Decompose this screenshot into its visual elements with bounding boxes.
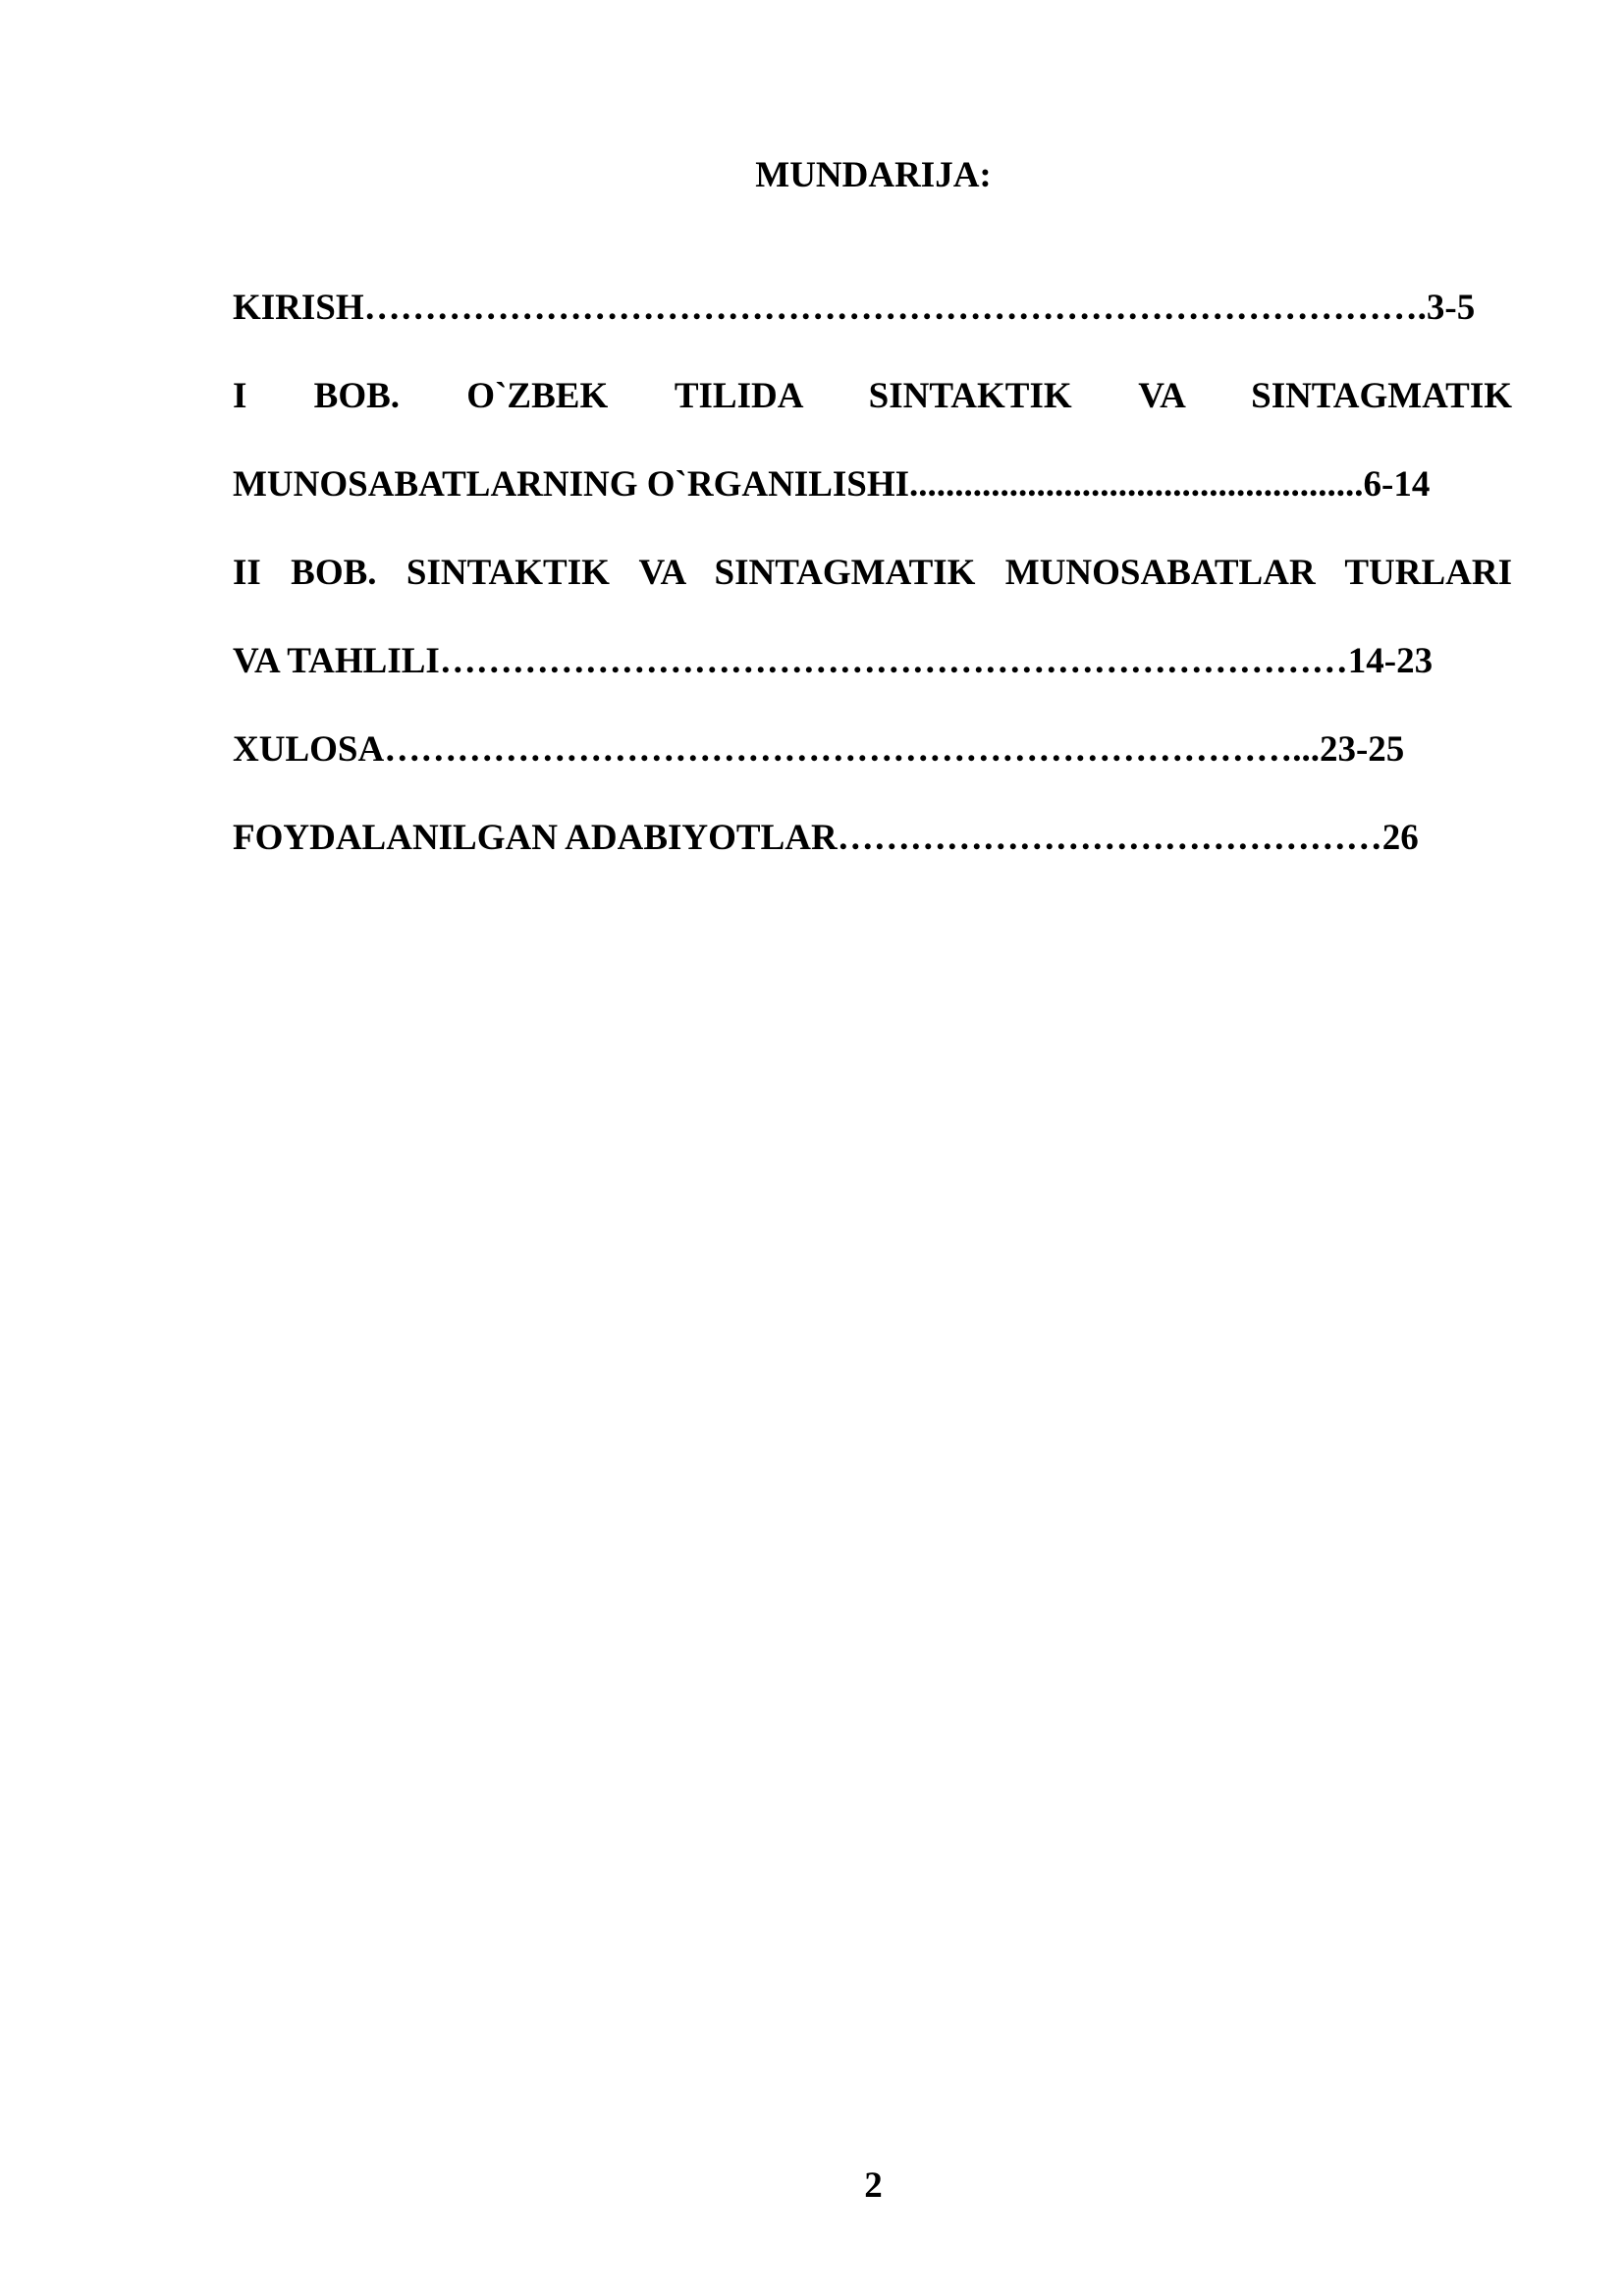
toc-entry-adabiyotlar: FOYDALANILGAN ADABIYOTLAR………………………………………26	[233, 818, 1419, 858]
toc-entry-kirish: KIRISH…………………………………………………………………………….3-5	[233, 288, 1476, 328]
toc-entry-chapter-2-line-1: II BOB. SINTAKTIK VA SINTAGMATIK MUNOSABATLAR TURLARI	[233, 553, 1512, 593]
page-title: MUNDARIJA:	[755, 155, 992, 195]
toc-entry-chapter-1-line-2: MUNOSABATLARNING O`RGANILISHI..................................................6-14	[233, 464, 1431, 505]
toc-entry-xulosa: XULOSA…………………………………………………………………...23-25	[233, 729, 1405, 770]
page-number: 2	[864, 2165, 883, 2206]
toc-entry-chapter-1-line-1: I BOB. O`ZBEK TILIDA SINTAKTIK VA SINTAGMATIK	[233, 376, 1512, 416]
toc-entry-chapter-2-line-2: VA TAHLILI…………………………………………………………………14-23	[233, 641, 1434, 681]
